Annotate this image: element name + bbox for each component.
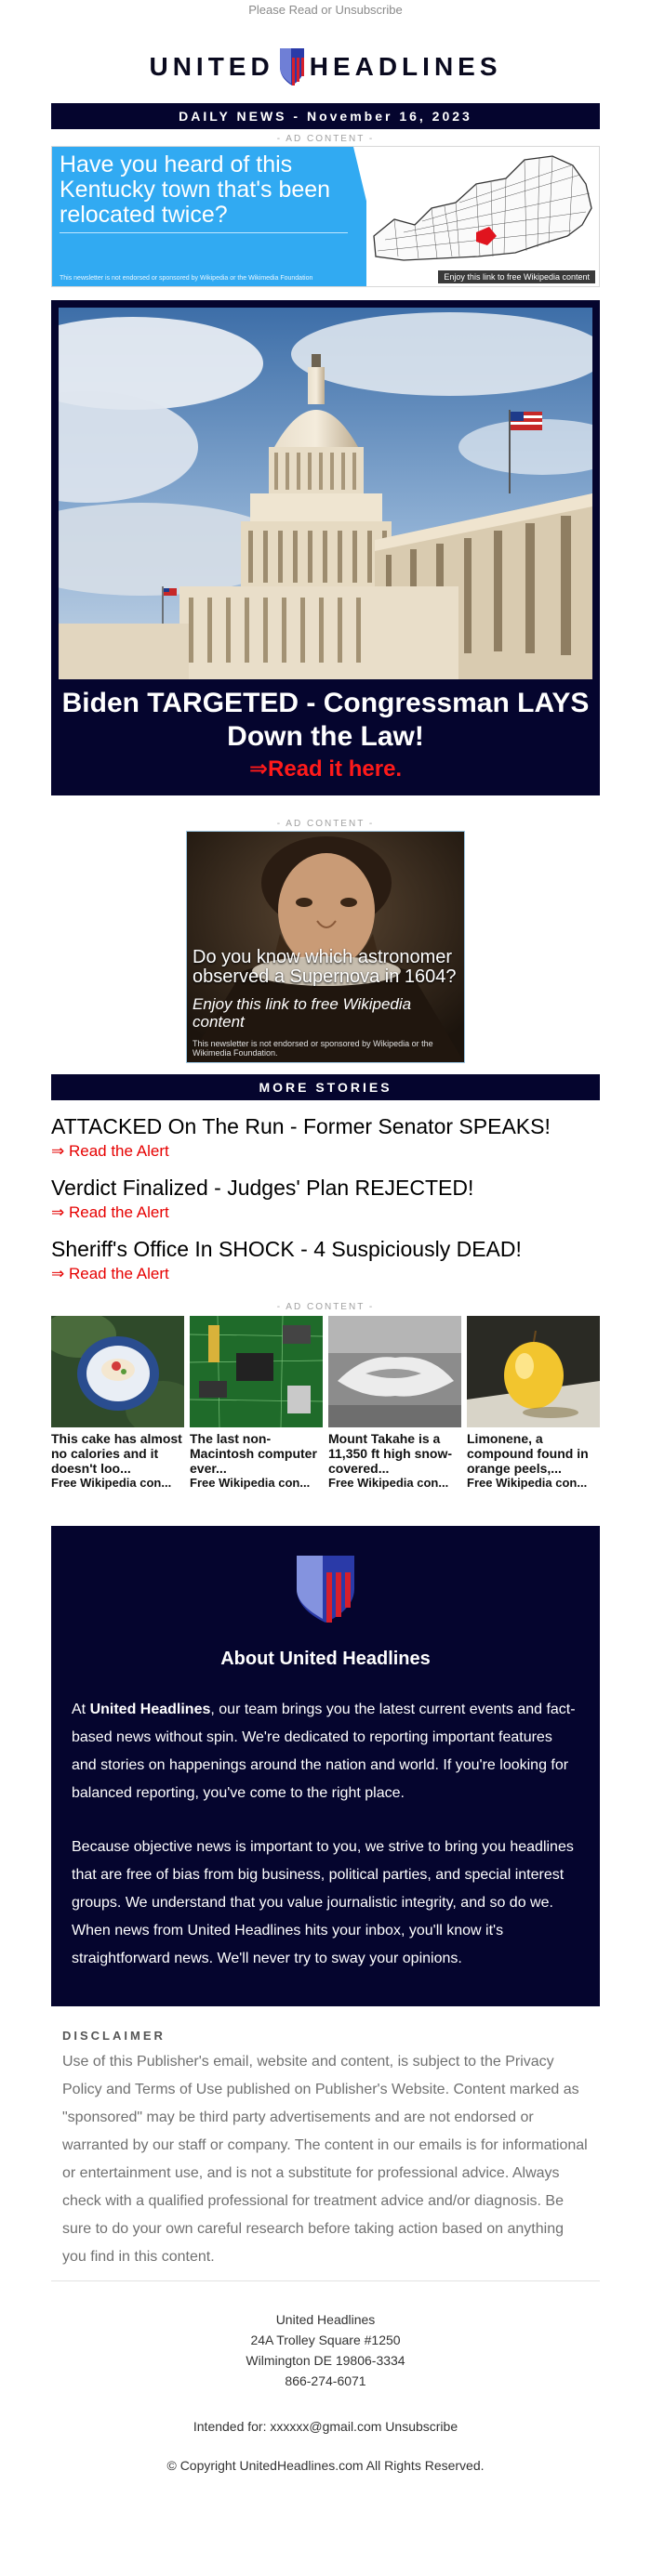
ad-divider (60, 232, 348, 233)
ad-fine-print: This newsletter is not endorsed or sponsored by Wikipedia or the Wikimedia Foundation (60, 275, 313, 282)
footer-company: United Headlines (275, 2312, 376, 2327)
about-section (51, 1526, 600, 2006)
email-container (51, 0, 600, 2473)
brand-word-left: UNITED (149, 52, 274, 81)
motherboard-image (190, 1316, 323, 1427)
ad-label: - AD CONTENT - (276, 819, 375, 829)
tile-caption[interactable]: Mount Takahe is a 11,350 ft high snow-covered... (328, 1431, 453, 1476)
footer-copyright: © Copyright UnitedHeadlines.com All Rights Reserved. (166, 2458, 485, 2473)
tile-caption[interactable]: This cake has almost no calories and it doesn't loo... (51, 1431, 182, 1476)
cake-image (51, 1316, 184, 1427)
footer-intended (51, 2419, 600, 2434)
sponsored-tile[interactable] (190, 1316, 323, 1491)
disclaimer-body: Use of this Publisher's email, website and content, is subject to the Privacy Policy and Terms of Use published on Publisher's Website. Content marked as "sponsored" may be third party advertisements and are not endorsed or warranted by our staff or company. The content in our emails is for informational or entertainment use, and is not a substitute for professional advice. Always check with a qualified professional for treatment advice and/or diagnosis. Be sure to do your own careful research before taking action based on anything you find in this content. (62, 2054, 588, 2265)
capitol-illustration (59, 308, 592, 679)
sponsored-tile[interactable] (328, 1316, 461, 1491)
tile-source[interactable]: Free Wikipedia con... (467, 1476, 588, 1490)
story-read-link[interactable]: ⇒ Read the Alert (51, 1265, 169, 1282)
tile-caption[interactable]: The last non-Macintosh computer ever... (190, 1431, 317, 1476)
recipient-email: xxxxxx@gmail.com (270, 2419, 382, 2434)
brand-word-right: HEADLINES (309, 52, 502, 81)
ad-question: Do you know which astronomer observed a Supernova in 1604? (193, 947, 457, 987)
about-title: About United Headlines (220, 1649, 431, 1669)
unsubscribe-link[interactable]: Unsubscribe (385, 2419, 458, 2434)
tile-source[interactable]: Free Wikipedia con... (328, 1476, 449, 1490)
footer-address (51, 2309, 600, 2391)
tile-source[interactable]: Free Wikipedia con... (190, 1476, 311, 1490)
shield-flag-icon (278, 46, 306, 87)
mount-takahe-image (328, 1316, 461, 1427)
dateline-bar: DAILY NEWS - November 16, 2023 (51, 103, 600, 129)
story-read-link[interactable]: ⇒ Read the Alert (51, 1142, 169, 1160)
kentucky-map-image (366, 147, 599, 286)
tile-source[interactable]: Free Wikipedia con... (51, 1476, 172, 1490)
preheader[interactable]: Please Read or Unsubscribe (248, 3, 403, 17)
ad-label: - AD CONTENT - (276, 134, 375, 144)
disclaimer-title: DISCLAIMER (62, 2029, 166, 2043)
story-title[interactable]: Sheriff's Office In SHOCK - 4 Suspiciously DEAD! (51, 1237, 522, 1261)
about-p1-rest: , our team brings you the latest current events and fact-based news without spin. We're dedicated to reporting important features and stories on happenings around the nation and world. If you're looking for balanced reporting, you've come to the right place. (72, 1702, 576, 1801)
sponsored-tiles (51, 1316, 600, 1491)
lemon-image (467, 1316, 600, 1427)
brand-header[interactable] (51, 34, 600, 99)
more-stories-bar: MORE STORIES (51, 1074, 600, 1100)
hero-read-link[interactable]: ⇒Read it here. (248, 756, 403, 782)
tile-caption[interactable]: Limonene, a compound found in orange peels,... (467, 1431, 589, 1476)
footer-phone: 866-274-6071 (285, 2373, 366, 2388)
footer-street: 24A Trolley Square #1250 (250, 2333, 401, 2347)
disclaimer-section (51, 2006, 600, 2271)
story-title[interactable]: ATTACKED On The Run - Former Senator SPEAKS! (51, 1114, 551, 1138)
ad-headline: Have you heard of this Kentucky town that's been relocated twice? (60, 151, 331, 228)
ad-map-caption: Enjoy this link to free Wikipedia content (438, 270, 595, 283)
hero-story[interactable] (51, 300, 600, 795)
hero-headline[interactable]: Biden TARGETED - Congressman LAYS Down the Law! (61, 688, 590, 752)
sponsored-tile[interactable] (467, 1316, 600, 1491)
ad-label: - AD CONTENT - (276, 1302, 375, 1312)
footer-city: Wilmington DE 19806-3334 (246, 2353, 405, 2368)
kepler-ad[interactable] (186, 831, 465, 1063)
ad-enjoy-text: Enjoy this link to free Wikipedia content (193, 995, 412, 1031)
story-read-link[interactable]: ⇒ Read the Alert (51, 1203, 169, 1221)
story-item[interactable] (51, 1236, 600, 1284)
shield-flag-icon (293, 1552, 358, 1626)
about-brand-name: United Headlines (89, 1702, 211, 1717)
story-title[interactable]: Verdict Finalized - Judges' Plan REJECTED! (51, 1176, 474, 1200)
about-paragraph-1 (72, 1696, 579, 1807)
story-item[interactable] (51, 1175, 600, 1223)
capitol-photo[interactable] (59, 308, 592, 679)
about-p1-prefix: At (72, 1702, 90, 1717)
story-item[interactable] (51, 1113, 600, 1162)
about-paragraph-2: Because objective news is important to you, we strive to bring you headlines that are free of bias from big business, political parties, and special interest groups. We understand that you value journalistic integrity, and so do we. When news from United Headlines hits your inbox, you'll know it's straightforward news. We'll never try to sway your opinions. (72, 1839, 574, 1966)
kentucky-ad[interactable] (51, 146, 600, 287)
sponsored-tile[interactable] (51, 1316, 184, 1491)
ad-fine-print: This newsletter is not endorsed or sponsored by Wikipedia or the Wikimedia Foundation. (193, 1039, 433, 1058)
footer-divider (51, 2280, 600, 2281)
intended-prefix: Intended for: (193, 2419, 271, 2434)
